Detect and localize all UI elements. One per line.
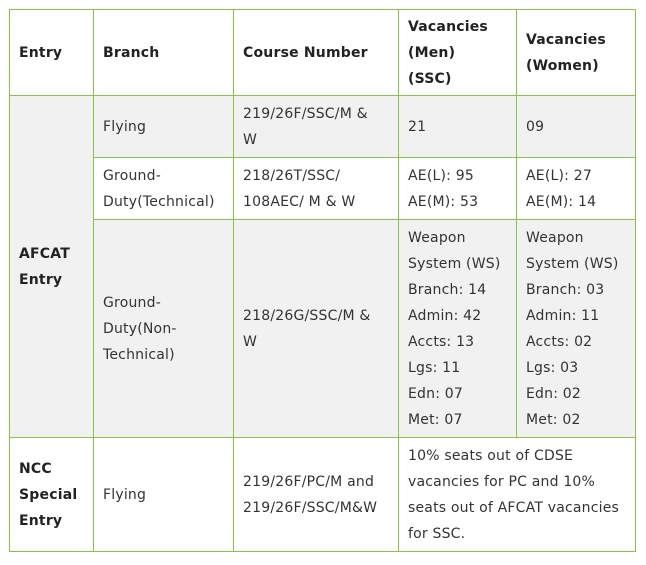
course-ground-non-technical: 218/26G/SSC/M & W xyxy=(234,220,399,438)
table-row-afcat-ground-technical xyxy=(10,158,636,220)
vacancies-men-flying: 21 xyxy=(399,96,517,158)
branch-ncc-flying: Flying xyxy=(94,438,234,552)
branch-ground-non-technical: Ground- Duty(Non- Technical) xyxy=(94,220,234,438)
branch-flying: Flying xyxy=(94,96,234,158)
header-row xyxy=(10,10,636,96)
table-row-afcat-flying xyxy=(10,96,636,158)
header-vacancies-women: Vacancies (Women) xyxy=(517,10,636,96)
header-entry: Entry xyxy=(10,10,94,96)
vacancies-men-ground-non-technical: Weapon System (WS) Branch: 14 Admin: 42 Accts: 13 Lgs: 11 Edn: 07 Met: 07 xyxy=(399,220,517,438)
header-course-number: Course Number xyxy=(234,10,399,96)
branch-ground-technical: Ground- Duty(Technical) xyxy=(94,158,234,220)
entry-ncc-special: NCC Special Entry xyxy=(10,438,94,552)
vacancies-women-ground-non-technical: Weapon System (WS) Branch: 03 Admin: 11 Accts: 02 Lgs: 03 Edn: 02 Met: 02 xyxy=(517,220,636,438)
course-ncc: 219/26F/PC/M and 219/26F/SSC/M&W xyxy=(234,438,399,552)
header-vacancies-men: Vacancies (Men) (SSC) xyxy=(399,10,517,96)
header-branch: Branch xyxy=(94,10,234,96)
course-flying: 219/26F/SSC/M & W xyxy=(234,96,399,158)
vacancies-women-flying: 09 xyxy=(517,96,636,158)
entry-afcat: AFCAT Entry xyxy=(10,96,94,438)
table-row-ncc-special xyxy=(10,438,636,552)
table-row-afcat-ground-non-technical xyxy=(10,220,636,438)
vacancies-women-ground-technical: AE(L): 27 AE(M): 14 xyxy=(517,158,636,220)
vacancies-table xyxy=(9,9,636,552)
vacancies-ncc: 10% seats out of CDSE vacancies for PC and 10% seats out of AFCAT vacancies for SSC. xyxy=(399,438,636,552)
course-ground-technical: 218/26T/SSC/ 108AEC/ M & W xyxy=(234,158,399,220)
vacancies-men-ground-technical: AE(L): 95 AE(M): 53 xyxy=(399,158,517,220)
